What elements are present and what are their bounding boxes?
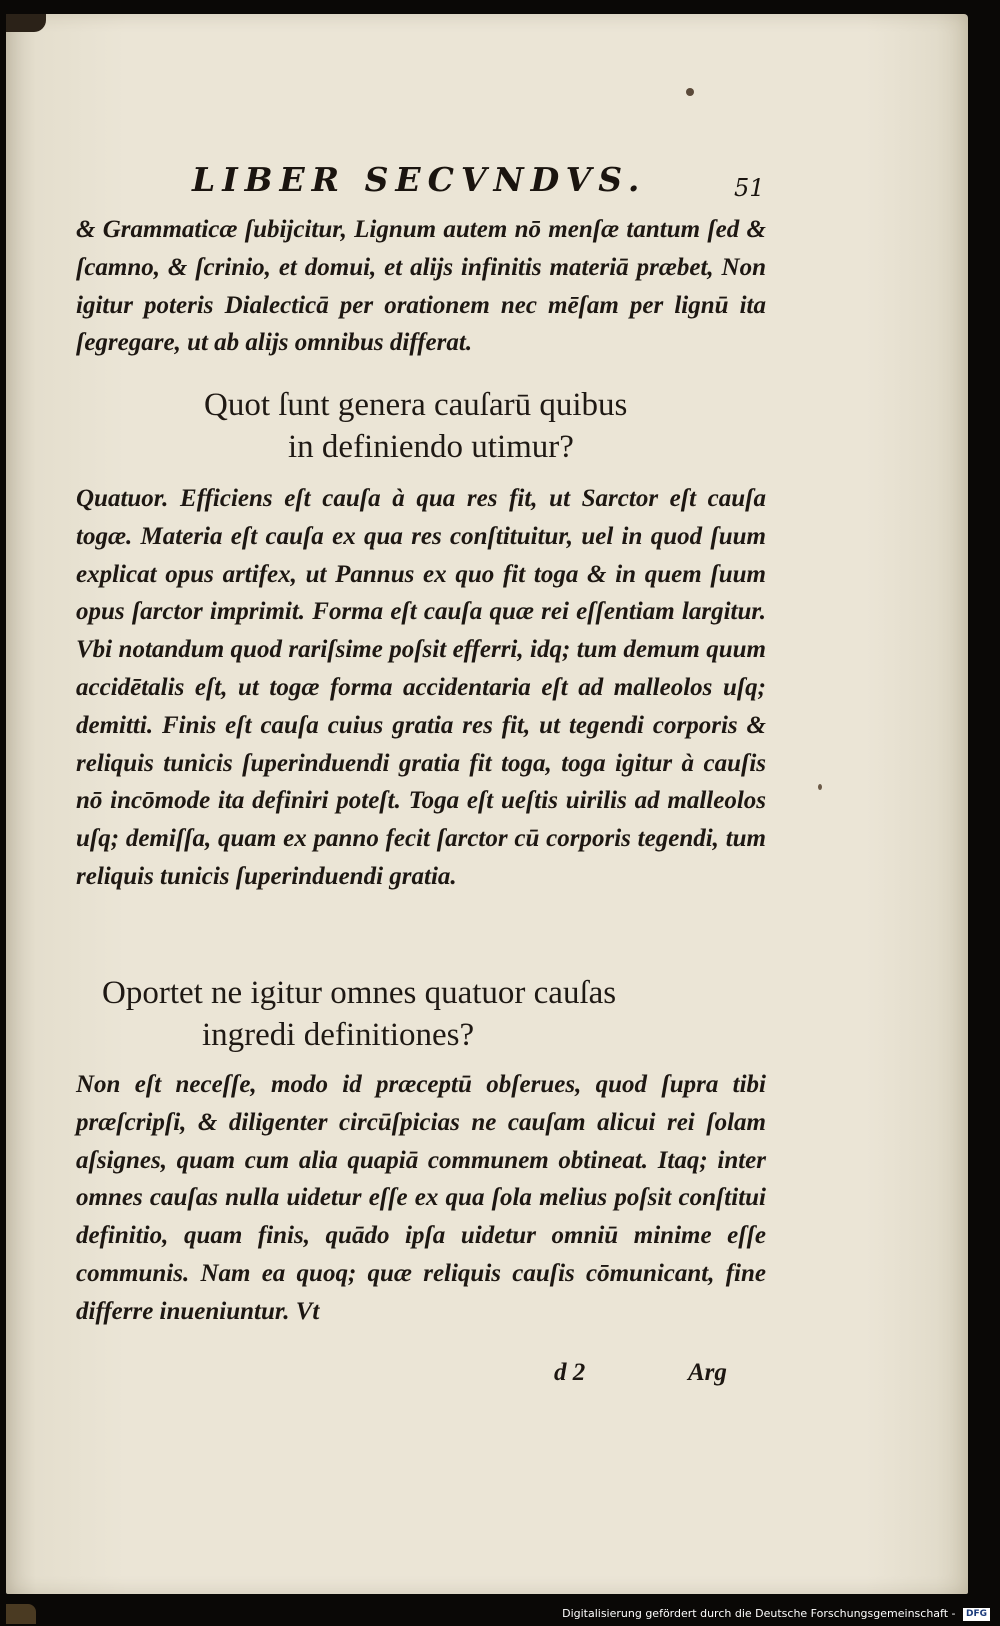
running-head: LIBER SECVNDVS. — [192, 160, 647, 199]
question-2-line-1: Oportet ne igitur omnes quatuor cauſas — [102, 975, 617, 1011]
ink-spot-small — [818, 784, 822, 790]
catchword: Arg — [688, 1359, 727, 1386]
dfg-logo: DFG — [963, 1608, 990, 1621]
folio-number: 51 — [734, 174, 765, 202]
book-page — [6, 14, 968, 1594]
binding-edge-bottom — [6, 1604, 36, 1624]
credit-text: Digitalisierung gefördert durch die Deutsche Forschungsgemeinschaft - — [562, 1607, 956, 1620]
ink-spot — [686, 88, 694, 96]
paragraph-1: & Grammaticæ ſubijcitur, Lignum autem nō menſæ tantum ſed & ſcamno, & ſcrinio, et domui, et alijs infinitis materiā præbet, Non igitur poteris Dialecticā per orationem nec mēſam per lignū ita ſegregare, ut ab alijs omnibus differat. — [76, 216, 766, 357]
question-heading-2 — [76, 972, 766, 1056]
question-1-line-2: in definiendo utimur? — [288, 429, 574, 465]
paragraph-2: Quatuor. Efficiens eſt cauſa à qua res fit, ut Sarctor eſt cauſa togæ. Materia eſt cauſa ex qua res conſtituitur, uel in quod ſuum explicat opus artifex, ut Pannus ex quo fit toga & in quem ſuum opus ſarctor imprimit. Forma eſt cauſa quæ rei eſſentiam largitur. Vbi notandum quod rariſsime poſsit efferri, idq; tum demum quum accidētalis eſt, ut togæ forma accidentaria eſt ad malleolos uſq; demitti. Finis eſt cauſa cuius gratia res fit, ut tegendi corporis & reliquis tunicis ſuperinduendi gratia fit toga, toga igitur à cauſis nō incōmode ita definiri poteſt. Toga eſt ueſtis uirilis ad malleolos uſq; demiſſa, quam ex panno fecit ſarctor cū corporis tegendi, tum reliquis tunicis ſuperinduendi gratia. — [76, 485, 766, 890]
paragraph-3: Non eſt neceſſe, modo id præceptū obſerues, quod ſupra tibi præſcripſi, & diligenter circūſpicias ne cauſam alicui rei ſolam aſsignes, quam cum alia quapiā communem obtineat. Itaq; inter omnes cauſas nulla uidetur eſſe ex qua ſola melius poſsit conſtitui definitio, quam finis, quādo ipſa uidetur omniū minime eſſe communis. Nam ea quoq; quæ reliquis cauſis cōmunicant, fine differre inueniuntur. Vt — [76, 1071, 766, 1325]
question-1-line-1: Quot ſunt genera cauſarū quibus — [204, 387, 628, 423]
question-2-line-2: ingredi definitiones? — [202, 1017, 475, 1053]
digitization-credit — [562, 1606, 990, 1622]
binding-edge-top — [6, 14, 46, 32]
question-heading-1 — [76, 384, 766, 468]
signature-mark: d 2 — [554, 1359, 586, 1386]
